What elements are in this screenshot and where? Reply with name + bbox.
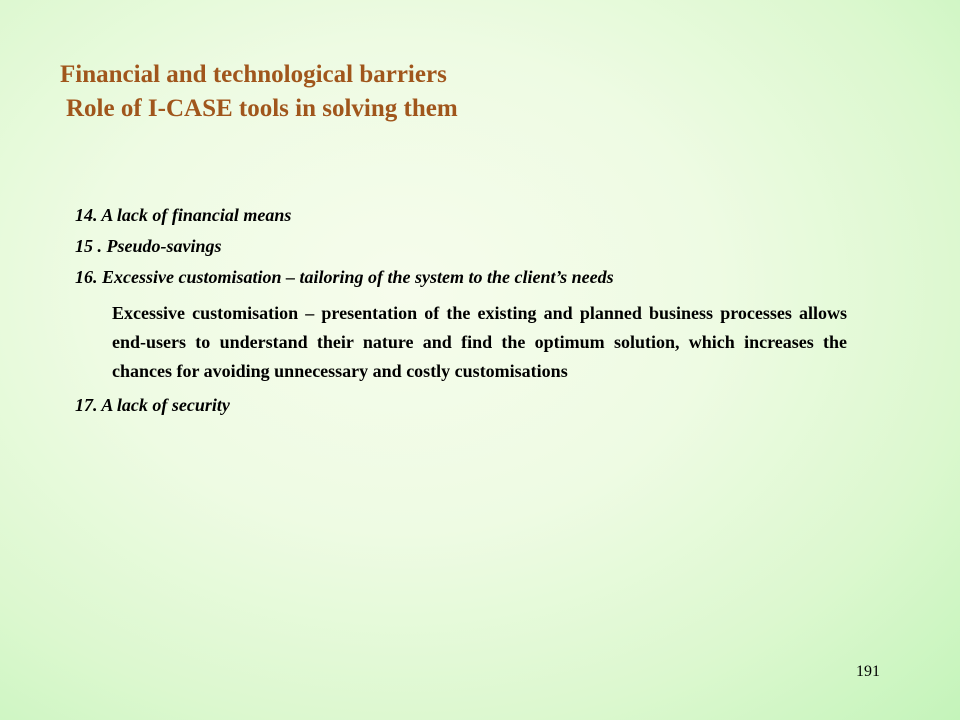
slide-title-line-2: Role of I-CASE tools in solving them <box>66 95 458 122</box>
page-number: 191 <box>856 663 880 680</box>
list-item-16: 16. Excessive customisation – tailoring of the system to the client’s needs <box>75 267 614 287</box>
slide-title <box>60 58 458 126</box>
list-item-17: 17. A lack of security <box>75 395 230 415</box>
explanation-paragraph: Excessive customisation – presentation of the existing and planned business processes allows end-users to understand their nature and find the optimum solution, which increases the chances for avoiding unnecessary and costly customisations <box>112 303 847 381</box>
slide-content <box>75 200 847 421</box>
slide-title-line-1: Financial and technological barriers <box>60 61 447 88</box>
list-item-14: 14. A lack of financial means <box>75 205 292 225</box>
list-item-15: 15 . Pseudo-savings <box>75 236 222 256</box>
